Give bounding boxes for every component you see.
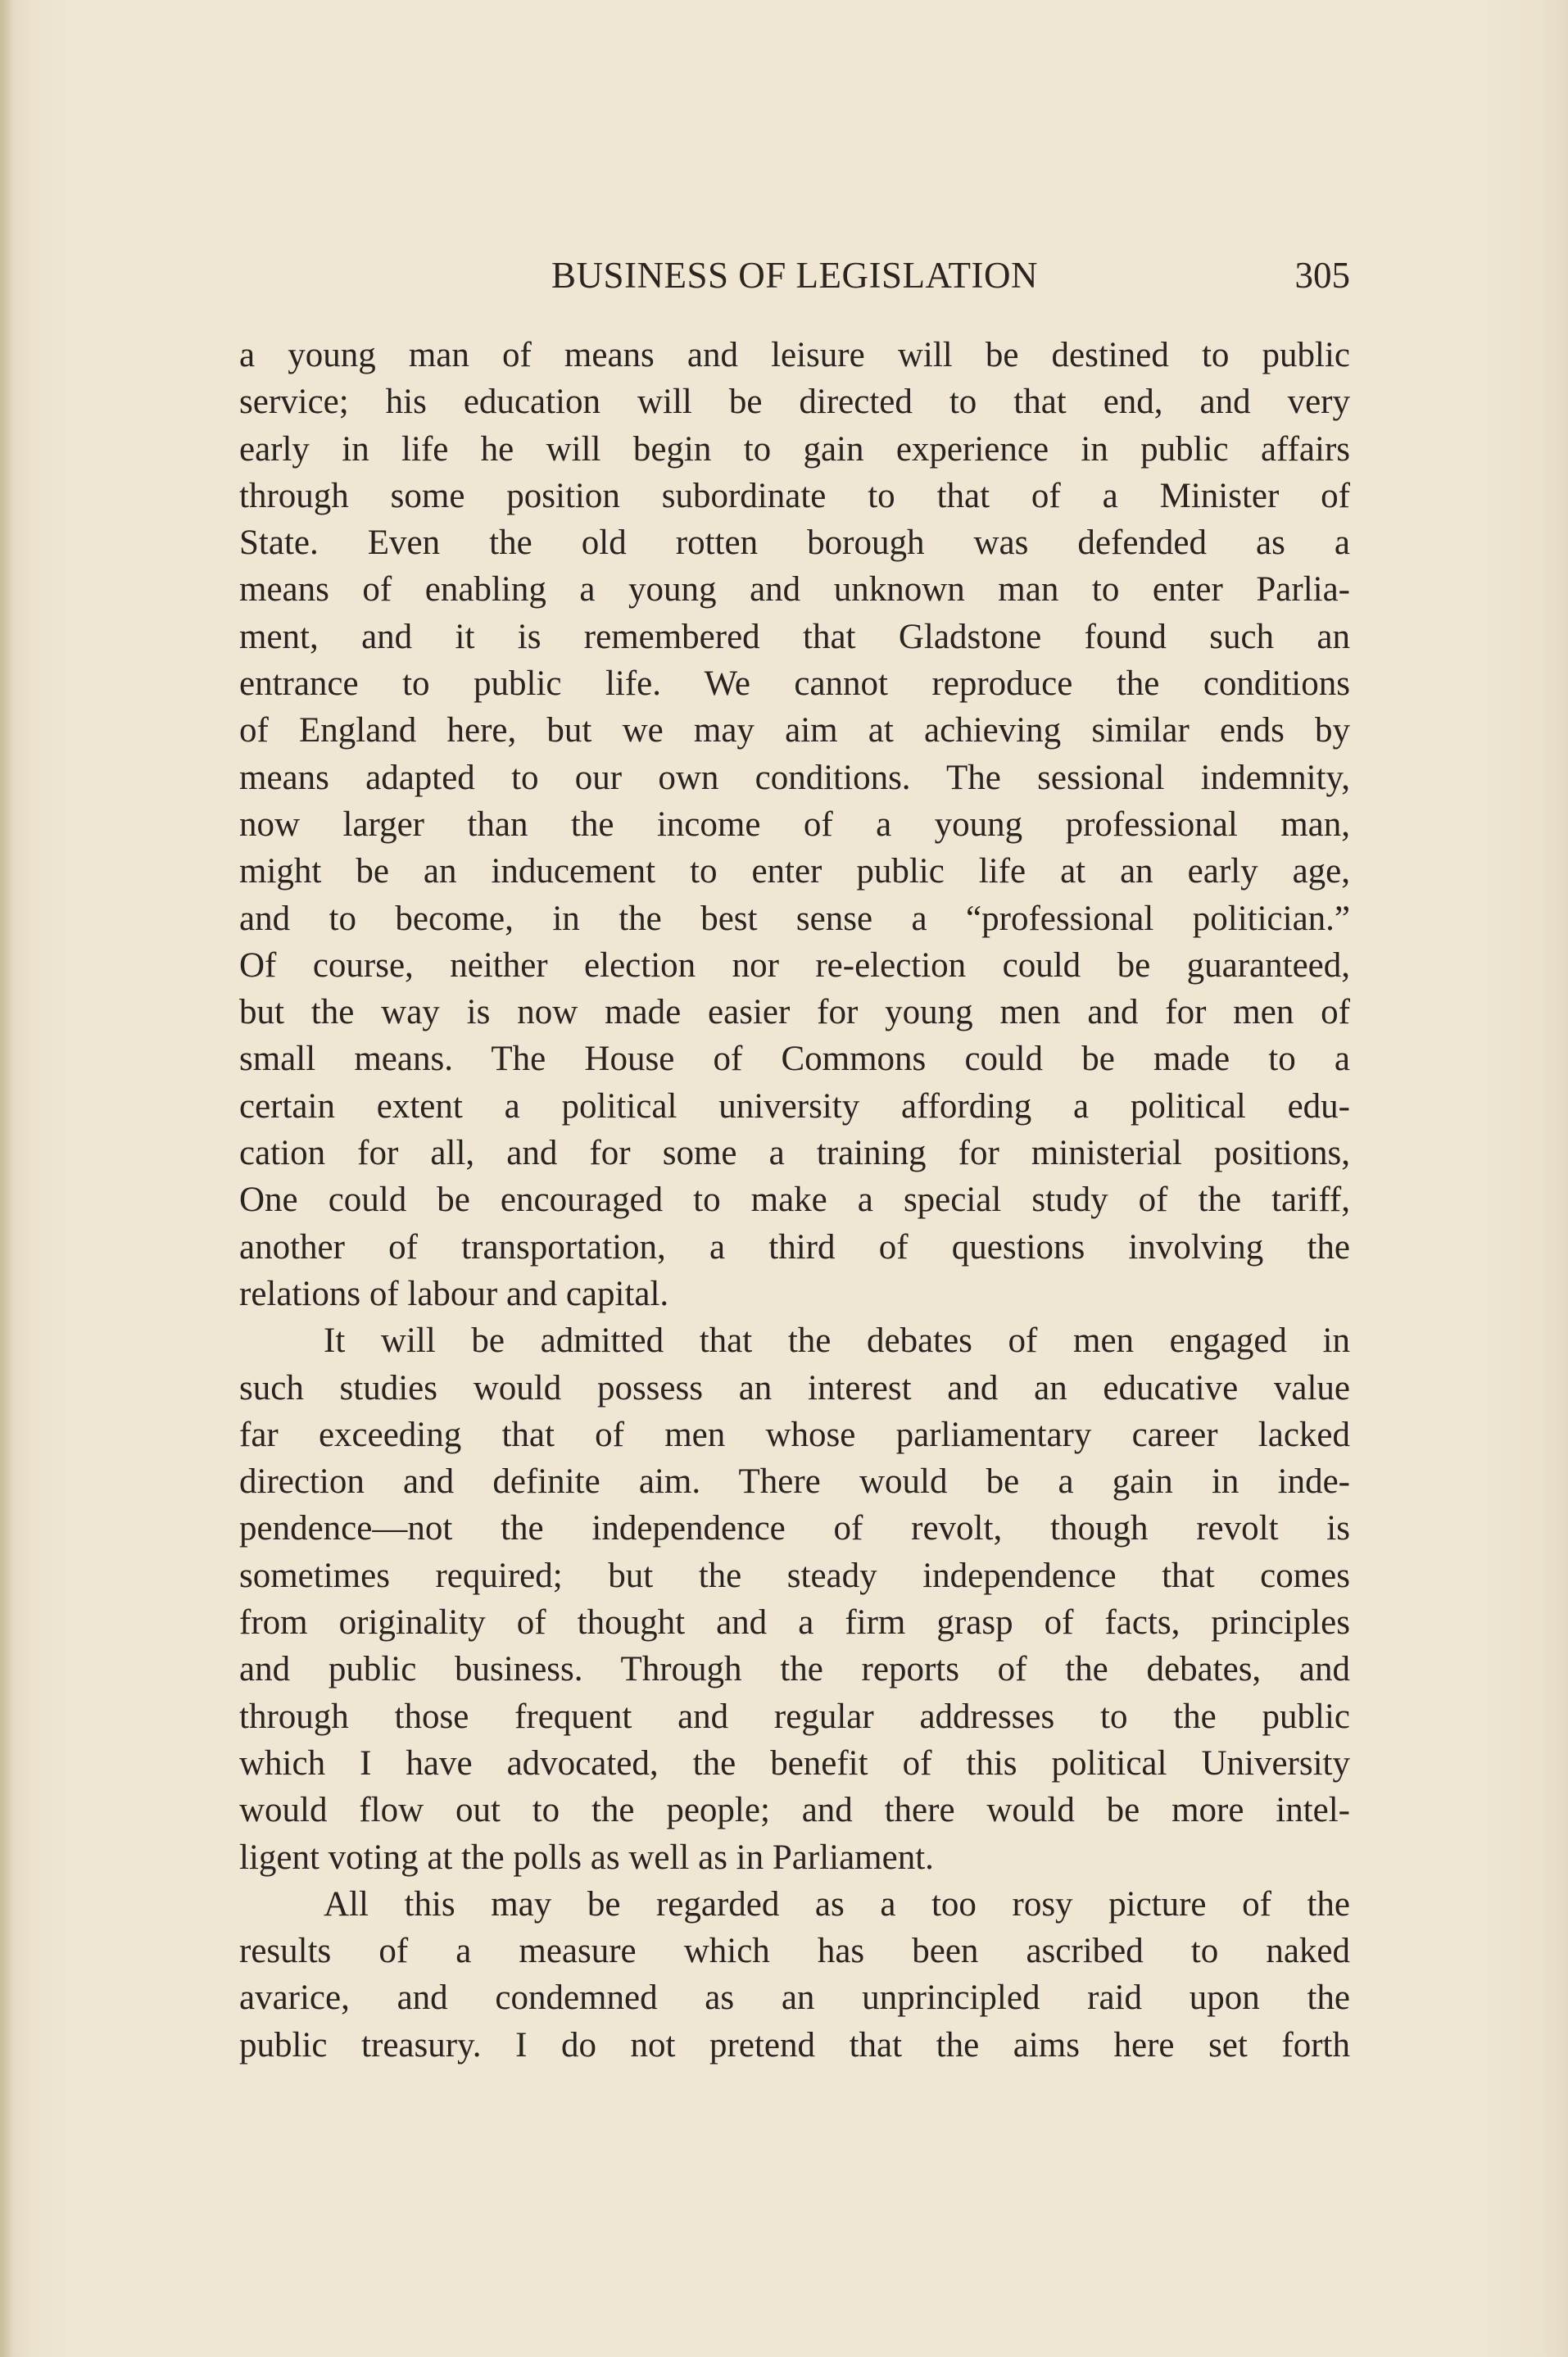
text-line: would flow out to the people; and there would be more intel- [239, 1791, 1350, 1830]
text-line: might be an inducement to enter public life at an early age, [239, 852, 1350, 891]
text-line: One could be encouraged to make a special study of the tariff, [239, 1181, 1350, 1220]
text-line: ligent voting at the polls as well as in Parliament. [239, 1838, 934, 1877]
text-line: from originality of thought and a firm grasp of facts, principles [239, 1603, 1350, 1643]
text-line: sometimes required; but the steady independence that comes [239, 1556, 1350, 1595]
running-head-title: BUSINESS OF LEGISLATION [551, 255, 1039, 296]
text-line: small means. The House of Commons could be made to a [239, 1040, 1350, 1079]
text-line: cation for all, and for some a training for ministerial positions, [239, 1134, 1350, 1173]
text-line: certain extent a political university affording a political edu- [239, 1086, 1350, 1126]
text-line: through those frequent and regular addresses to the public [239, 1697, 1350, 1736]
text-line: direction and definite aim. There would be a gain in inde- [239, 1462, 1350, 1502]
text-line: All this may be regarded as a too rosy picture of the [324, 1884, 1350, 1924]
text-line: relations of labour and capital. [239, 1274, 669, 1313]
text-line: pendence—not the independence of revolt, though revolt is [239, 1509, 1350, 1548]
text-line: results of a measure which has been ascribed to naked [239, 1932, 1350, 1971]
text-line: but the way is now made easier for young men and for men of [239, 993, 1350, 1032]
text-line: early in life he will begin to gain experience in public affairs [239, 429, 1350, 469]
text-line: State. Even the old rotten borough was defended as a [239, 524, 1350, 563]
text-line: entrance to public life. We cannot reproduce the conditions [239, 664, 1350, 704]
text-line: means of enabling a young and unknown man to enter Parlia- [239, 570, 1350, 610]
page-binding-edge [0, 0, 13, 2357]
text-line: another of transportation, a third of questions involving the [239, 1227, 1350, 1267]
text-line: which I have advocated, the benefit of this political University [239, 1743, 1350, 1783]
body-text [239, 332, 1350, 2069]
text-line: a young man of means and leisure will be destined to public [239, 336, 1350, 374]
text-line: means adapted to our own conditions. The sessional indemnity, [239, 758, 1350, 797]
text-line: avarice, and condemned as an unprincipled raid upon the [239, 1979, 1350, 2018]
text-line: ment, and it is remembered that Gladstone found such an [239, 617, 1350, 656]
text-line: of England here, but we may aim at achieving similar ends by [239, 711, 1350, 750]
text-line: and public business. Through the reports of the debates, and [239, 1650, 1350, 1689]
page-number: 305 [1294, 255, 1350, 296]
text-line: through some position subordinate to that of a Minister of [239, 476, 1350, 515]
text-line: Of course, neither election nor re-election could be guaranteed, [239, 945, 1350, 985]
text-line: far exceeding that of men whose parliamentary career lacked [239, 1415, 1350, 1454]
text-line: such studies would possess an interest and an educative value [239, 1368, 1350, 1407]
text-line: service; his education will be directed to that end, and very [239, 383, 1350, 422]
text-line: public treasury. I do not pretend that the aims here set forth [239, 2025, 1350, 2065]
running-head [239, 251, 1350, 300]
text-line: now larger than the income of a young professional man, [239, 805, 1350, 844]
text-line: and to become, in the best sense a “professional politician.” [239, 899, 1350, 938]
text-line: It will be admitted that the debates of men engaged in [324, 1321, 1350, 1361]
